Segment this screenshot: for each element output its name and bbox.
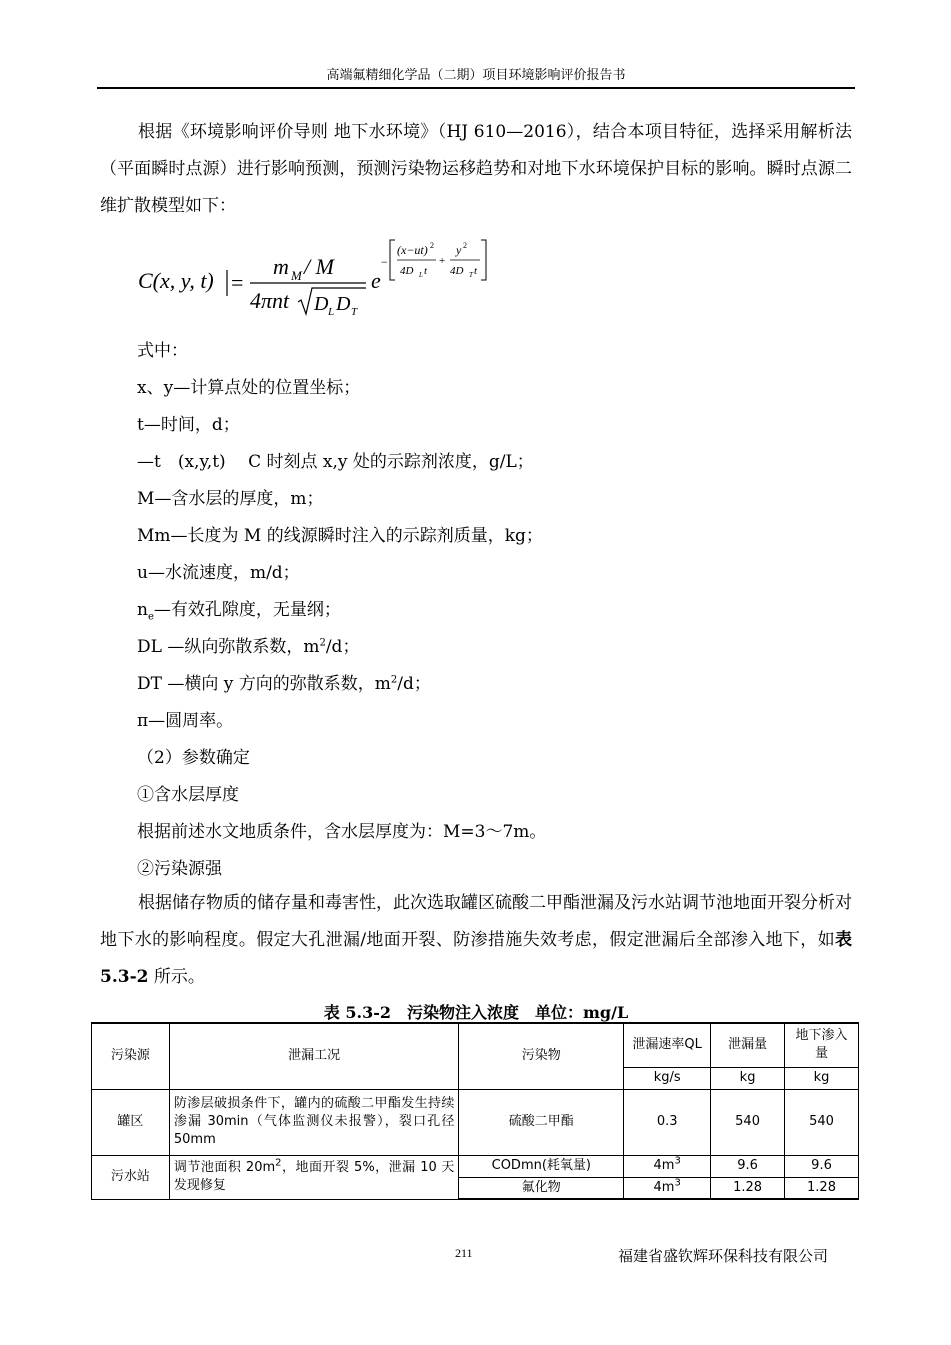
formula-exp-term1-den: 4D: [400, 265, 414, 277]
definition-dl: DL —纵向弥散系数，$m^2/d$；: [137, 637, 360, 657]
svg-text:L: L: [328, 306, 335, 318]
item1-title: ①含水层厚度: [137, 785, 239, 805]
svg-text:D: D: [336, 293, 351, 315]
svg-text:T: T: [351, 306, 358, 318]
table-row: 罐区 防渗层破损条件下，罐内的硫酸二甲酯发生持续渗漏 30min（气体监测仪未报警），裂口孔径 50mm 硫酸二甲酯 0.3 540 540: [92, 1089, 859, 1155]
definition-t: t—时间，d；: [137, 415, 240, 435]
header-infiltration: 地下渗入量: [785, 1023, 859, 1067]
header-pollutant: 污染物: [459, 1023, 624, 1089]
formula-numerator-tail: / M: [304, 254, 334, 279]
unit-amount: kg: [711, 1067, 785, 1089]
header-amount: 泄漏量: [711, 1023, 785, 1067]
header-source: 污染源: [92, 1023, 170, 1089]
definition-xy: x、y—计算点处的位置坐标；: [137, 378, 361, 398]
item2-title: ②污染源强: [137, 859, 222, 879]
unit-rate: kg/s: [624, 1067, 711, 1089]
definition-c: —t (x,y,t) C 时刻点 x,y 处的示踪剂浓度，g/L；: [137, 452, 534, 472]
formula-numerator-sub: M: [291, 268, 302, 283]
svg-text:=: =: [231, 270, 244, 295]
formula-exp-term2-den: 4D: [450, 265, 464, 277]
company-name: 福建省盛钦辉环保科技有限公司: [618, 1247, 829, 1265]
table-caption: 表 5.3-2 污染物注入浓度 单位：mg/L: [323, 1003, 629, 1022]
svg-text:2: 2: [430, 241, 434, 250]
source-paragraph: 根据储存物质的储存量和毒害性，此次选取罐区硫酸二甲酯泄漏及污水站调节池地面开裂分析对地下水的影响程度。假定大孔泄漏/地面开裂、防渗措施失效考虑，假定泄漏后全部渗入地下，如表 5.3-2 所示。: [100, 893, 852, 987]
formula-numerator: m: [273, 254, 289, 279]
definition-mm: Mm—长度为 M 的线源瞬时注入的示踪剂质量，kg；: [137, 526, 543, 546]
where-label: 式中：: [137, 341, 188, 361]
formula-lhs: C(x, y, t): [138, 268, 214, 293]
formula-exp-term1-num: (x−ut): [397, 243, 428, 257]
definition-m: M—含水层的厚度，m；: [137, 489, 324, 509]
formula-sqrt-d: D: [314, 293, 329, 315]
formula-exp-term2-num: y: [456, 243, 462, 257]
page-number: 211: [455, 1246, 473, 1260]
header-rule: [97, 87, 855, 89]
svg-text:L: L: [419, 271, 423, 279]
table-row: 氟化物 $4m^3$ 1.28 1.28: [92, 1177, 859, 1199]
pollutant-table: [91, 1022, 859, 1200]
definition-ne-symbol: n: [137, 600, 148, 620]
header-condition: 泄漏工况: [169, 1023, 459, 1089]
svg-text:t: t: [474, 265, 478, 277]
svg-text:T: T: [469, 271, 473, 279]
unit-infiltration: kg: [785, 1067, 859, 1089]
header-rate: 泄漏速率QL: [624, 1023, 711, 1067]
page-header: 高端氟精细化学品（二期）项目环境影响评价报告书: [326, 68, 626, 83]
definition-u: u—水流速度，m/d；: [137, 563, 300, 583]
svg-text:+: +: [439, 255, 446, 267]
formula-denominator: 4πnt: [250, 288, 290, 313]
definition-pi: π—圆周率。: [137, 711, 234, 731]
definition-dt: DT —横向 y 方向的弥散系数，$m^2/d$；: [137, 674, 431, 694]
svg-text:−: −: [381, 255, 388, 269]
item1-text: 根据前述水文地质条件，含水层厚度为：M=3～7m。: [137, 822, 547, 842]
diffusion-formula: [138, 236, 498, 320]
formula-e: e: [371, 268, 381, 293]
table-reference: 表 5.3-2: [100, 930, 852, 987]
intro-paragraph: 根据《环境影响评价导则 地下水环境》（HJ 610—2016），结合本项目特征，选择采用解析法（平面瞬时点源）进行影响预测，预测污染物运移趋势和对地下水环境保护目标的影响。瞬时点源二维扩散模型如下：: [100, 122, 852, 216]
definition-ne: $n_e—$有效孔隙度，无量纲；: [137, 600, 341, 623]
svg-text:2: 2: [463, 241, 467, 250]
section-param-heading: （2）参数确定: [137, 748, 250, 768]
svg-text:t: t: [424, 265, 428, 277]
table-row: 污水站 调节池面积 $20m^2$，地面开裂 5%，泄漏 10 天发现修复 CODmn(耗氧量) $4m^3$ 9.6 9.6: [92, 1155, 859, 1177]
